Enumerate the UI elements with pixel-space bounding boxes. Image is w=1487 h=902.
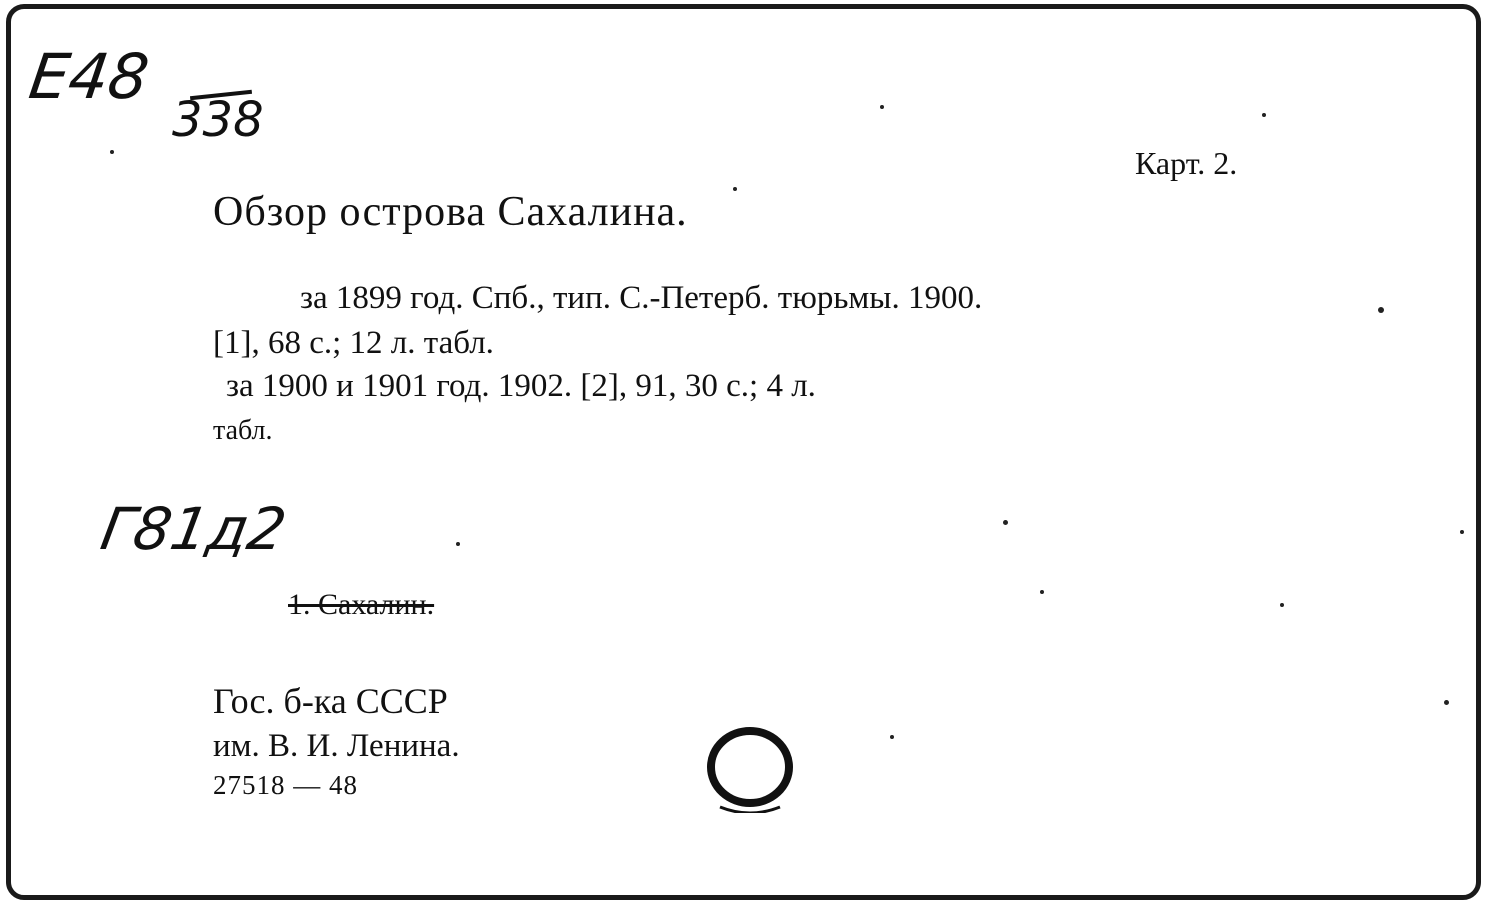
shelfmark-bottom: Г81д2 [96, 495, 292, 563]
speck [1003, 520, 1008, 525]
shelfmark-top: E48 [24, 40, 154, 113]
speck [1040, 590, 1044, 594]
entry-1-line-1: за 1899 год. Спб., тип. С.-Петерб. тюрьмы. 1900. [300, 280, 983, 316]
entry-2-line-2: табл. [213, 415, 273, 446]
shelfmark-top-sub: 338 [172, 92, 264, 148]
entry-2-line-1: за 1900 и 1901 год. 1902. [2], 91, 30 с.; 4 л. [226, 368, 816, 404]
speck [880, 105, 884, 109]
library-name-2: им. В. И. Ленина. [213, 728, 460, 764]
speck [1444, 700, 1449, 705]
subject-heading-struck: 1. Сахалин. [288, 588, 435, 621]
speck [890, 735, 894, 739]
speck [110, 150, 114, 154]
entry-1-line-2: [1], 68 с.; 12 л. табл. [213, 325, 494, 361]
speck [1378, 307, 1384, 313]
card-hole-stamp [706, 727, 794, 813]
speck [1280, 603, 1284, 607]
speck [1262, 113, 1266, 117]
print-number: 27518 — 48 [213, 770, 358, 800]
speck [456, 542, 460, 546]
library-name: Гос. б-ка СССР [213, 681, 448, 721]
card-title: Обзор острова Сахалина. [213, 189, 688, 235]
speck [733, 187, 737, 191]
speck [1460, 530, 1464, 534]
card-number: Карт. 2. [1135, 145, 1238, 181]
